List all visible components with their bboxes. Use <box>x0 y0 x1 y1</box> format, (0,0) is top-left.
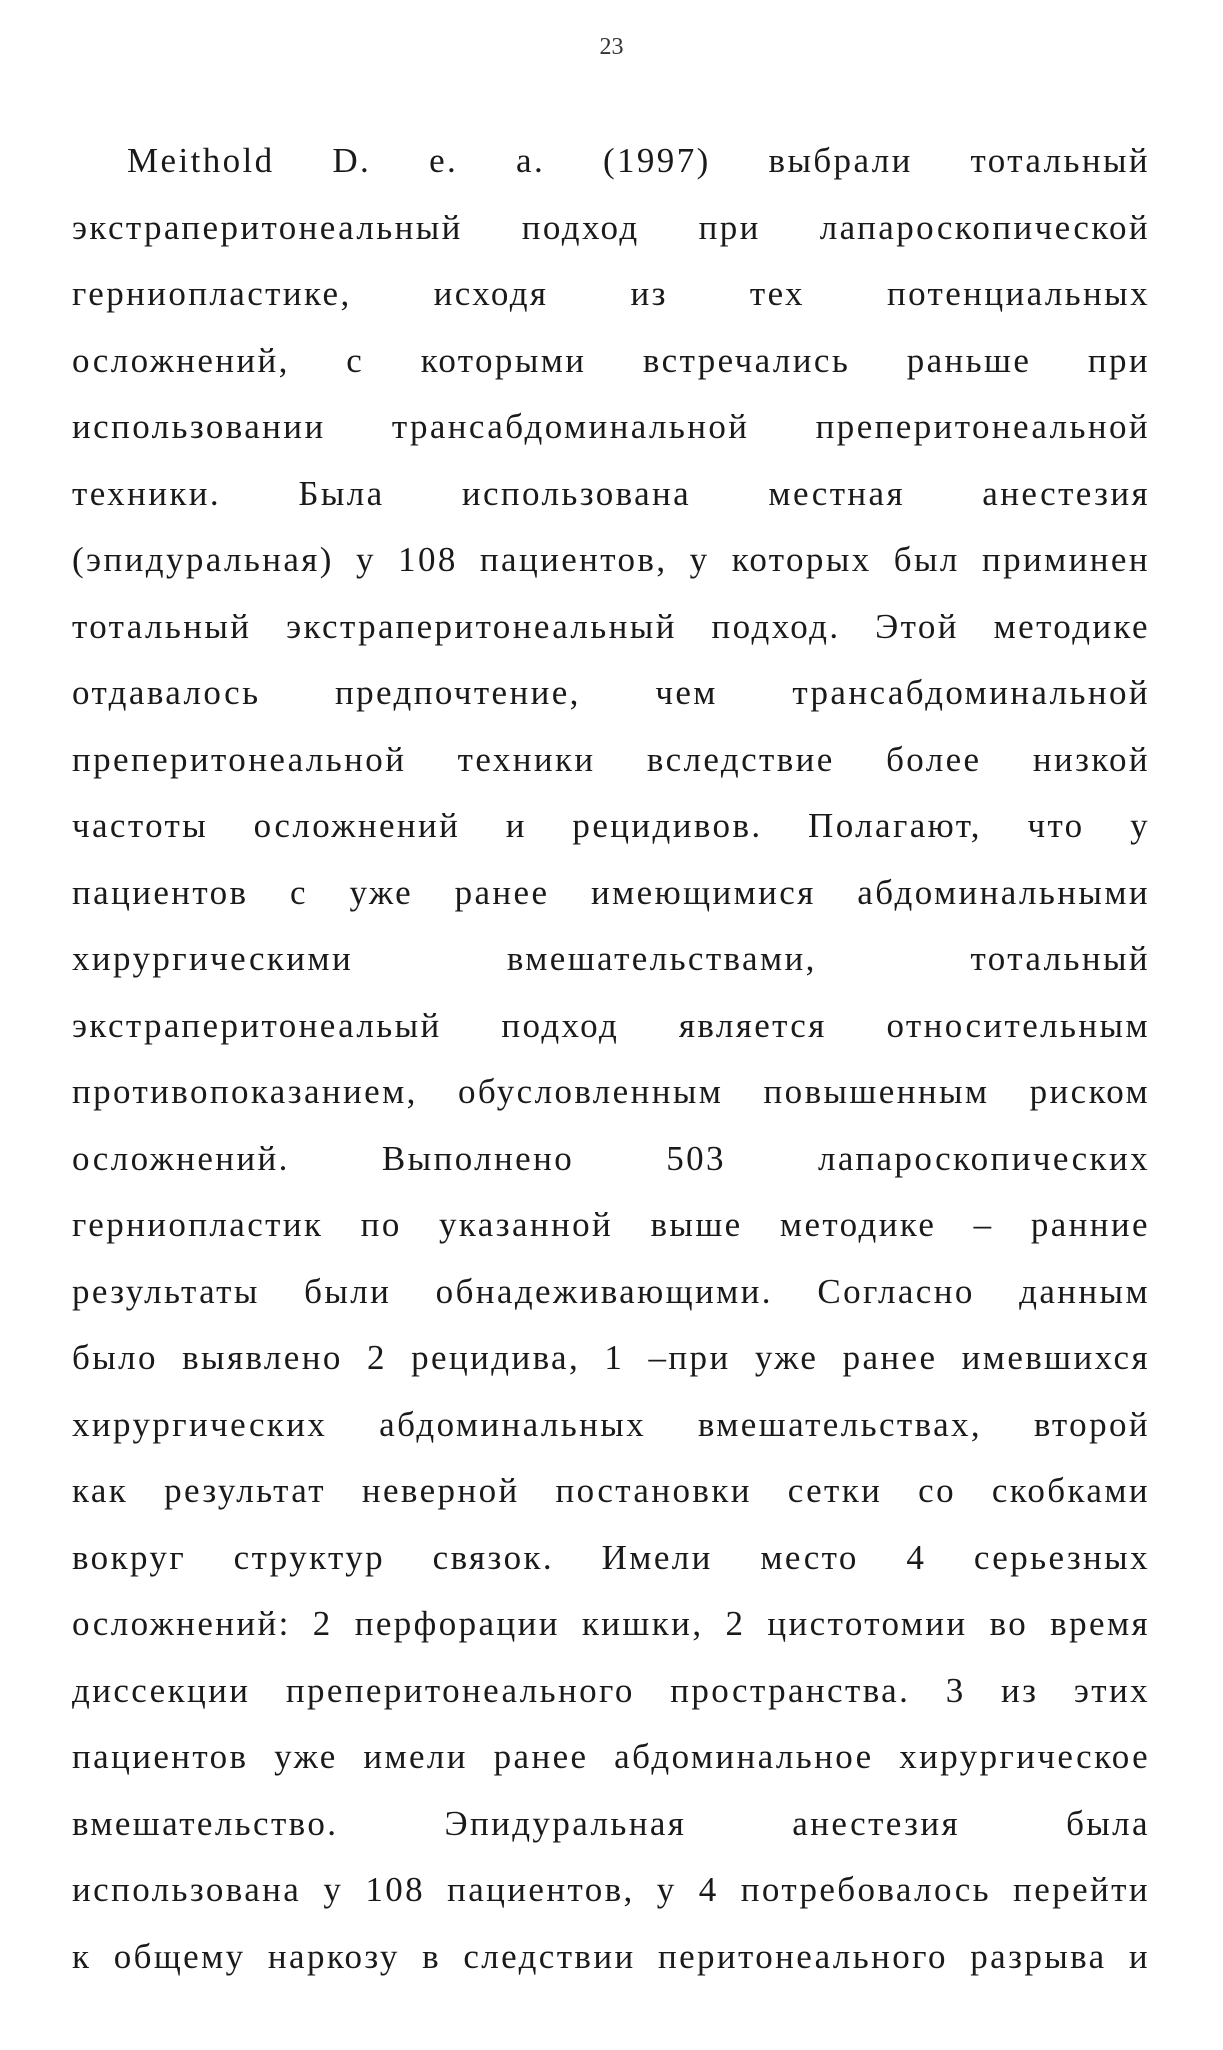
text-line: вокруг структур связок. Имели место 4 серьезных <box>72 1537 1150 1577</box>
text-line: тотальный экстраперитонеальный подход. Этой методике <box>72 606 1150 646</box>
text-line: хирургических абдоминальных вмешательствах, второй <box>72 1404 1150 1444</box>
text-line: осложнений. Выполнено 503 лапароскопических <box>72 1138 1150 1178</box>
text-line: частоты осложнений и рецидивов. Полагают, что у <box>72 806 1150 845</box>
text-line: Meithold D. e. a. (1997) выбрали тотальный <box>127 141 1150 180</box>
text-line: преперитонеальной техники вследствие более низкой <box>72 739 1150 779</box>
body-text <box>72 128 1150 1990</box>
text-line: было выявлено 2 рецидива, 1 –при уже ранее имевшихся <box>72 1338 1150 1377</box>
text-line: результаты были обнадеживающими. Согласно данным <box>72 1271 1150 1311</box>
text-line: к общему наркозу в следствии перитонеального разрыва и <box>72 1936 1150 1976</box>
text-line: как результат неверной постановки сетки со скобками <box>72 1471 1150 1510</box>
text-line: осложнений, с которыми встречались раньше при <box>72 340 1150 380</box>
text-line: использовании трансабдоминальной преперитонеальной <box>72 407 1150 446</box>
text-line: противопоказанием, обусловленным повышенным риском <box>72 1072 1150 1111</box>
text-line: герниопластике, исходя из тех потенциальных <box>72 274 1150 313</box>
text-line: отдавалось предпочтение, чем трансабдоминальной <box>72 673 1150 712</box>
text-line: техники. Была использована местная анестезия <box>72 473 1150 513</box>
text-line: хирургическими вмешательствами, тотальный <box>72 939 1150 978</box>
text-line: осложнений: 2 перфорации кишки, 2 цистотомии во время <box>72 1604 1150 1643</box>
text-line: пациентов уже имели ранее абдоминальное хирургическое <box>72 1737 1150 1776</box>
text-line: экстраперитонеальный подход при лапароскопической <box>72 207 1150 247</box>
text-line: пациентов с уже ранее имеющимися абдоминальными <box>72 872 1150 912</box>
text-line: (эпидуральная) у 108 пациентов, у которых был приминен <box>72 540 1150 579</box>
text-line: диссекции преперитонеального пространства. 3 из этих <box>72 1670 1150 1710</box>
text-line: экстраперитонеальый подход является относительным <box>72 1005 1150 1045</box>
text-line: вмешательство. Эпидуральная анестезия была <box>72 1803 1150 1843</box>
page-number: 23 <box>599 34 624 60</box>
text-line: использована у 108 пациентов, у 4 потребовалось перейти <box>72 1870 1150 1909</box>
text-line: герниопластик по указанной выше методике – ранние <box>72 1205 1150 1244</box>
